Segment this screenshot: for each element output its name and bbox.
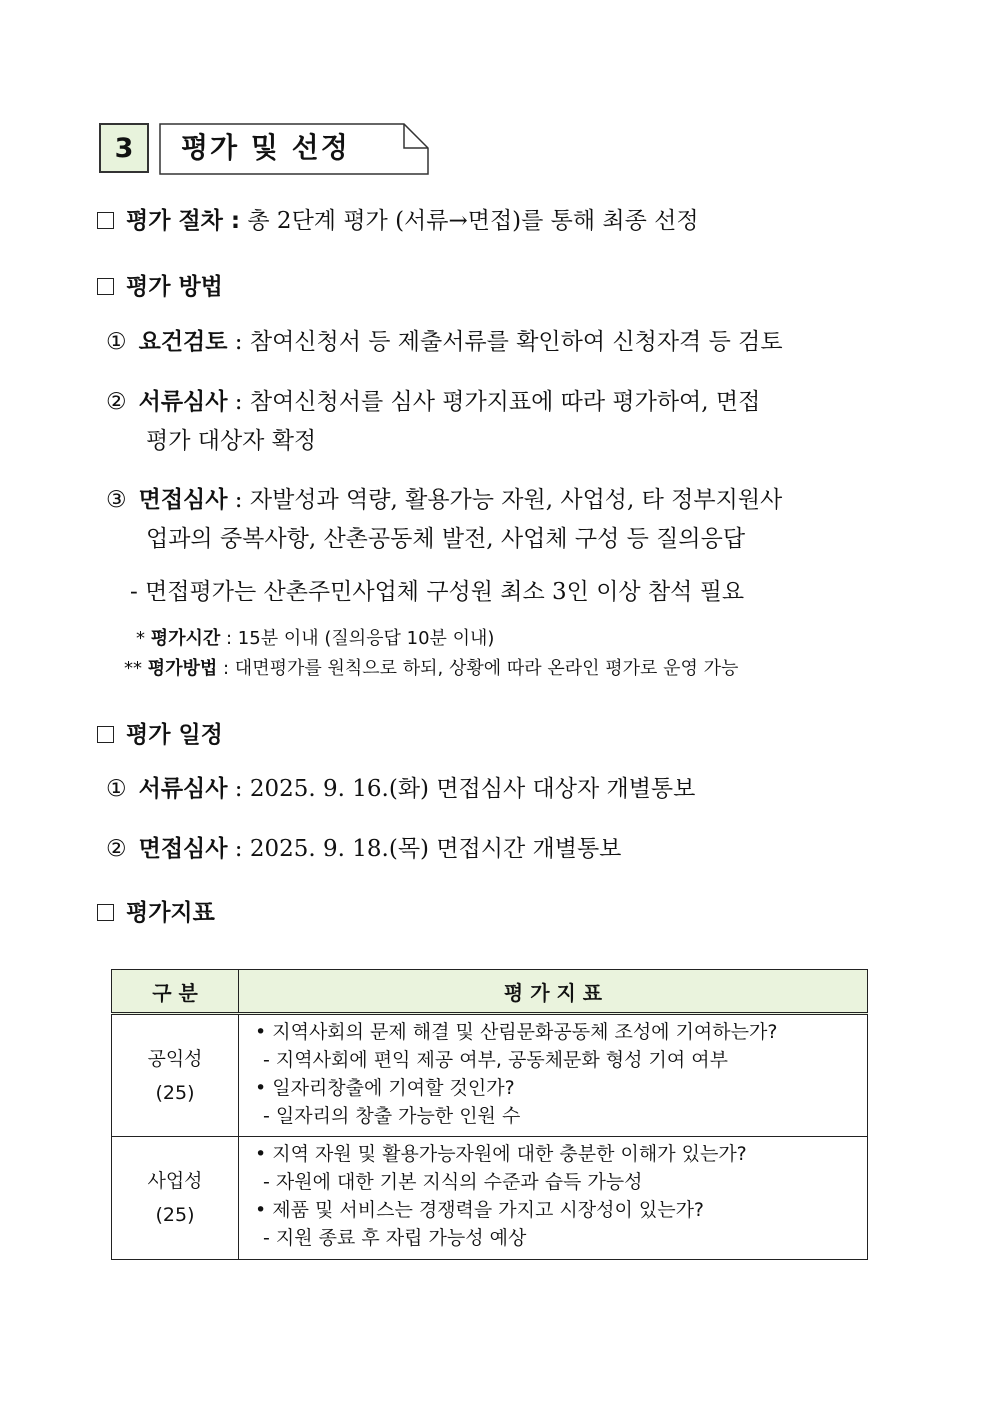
table-header-row	[112, 970, 868, 1014]
schedule-heading-row	[97, 719, 223, 751]
indicators-heading-row	[97, 897, 215, 929]
note-label: 평가시간	[150, 628, 221, 649]
note-prefix: **	[124, 658, 142, 679]
checkbox-icon	[97, 726, 114, 743]
method-item-text: 참여신청서를 심사 평가지표에 따라 평가하여, 면접	[249, 389, 761, 415]
separator: :	[227, 389, 250, 415]
checkbox-icon	[97, 904, 114, 921]
header-category: 구 분	[112, 970, 239, 1014]
circled-number-icon: ①	[106, 776, 127, 802]
separator: :	[227, 329, 250, 355]
header-indicator: 평 가 지 표	[239, 970, 868, 1014]
category-cell	[112, 1014, 239, 1137]
method-item-text: 참여신청서 등 제출서류를 확인하여 신청자격 등 검토	[249, 329, 783, 355]
circled-number-icon: ③	[106, 487, 127, 513]
indicator-question: • 제품 및 서비스는 경쟁력을 가지고 시장성이 있는가?	[255, 1199, 705, 1221]
section-number: 3	[99, 123, 149, 173]
schedule-item-2	[106, 833, 621, 865]
schedule-item-label: 면접심사	[138, 835, 228, 862]
note-prefix: *	[136, 628, 145, 649]
method-item-label: 서류심사	[138, 388, 228, 415]
indicators-heading: 평가지표	[126, 900, 215, 926]
category-cell	[112, 1137, 239, 1260]
category-name: 사업성	[147, 1170, 203, 1192]
procedure-text: 총 2단계 평가 (서류→면접)를 통해 최종 선정	[247, 208, 699, 234]
method-heading: 평가 방법	[126, 274, 223, 300]
method-item-1	[106, 326, 783, 358]
note-text: : 15분 이내 (질의응답 10분 이내)	[220, 628, 495, 649]
method-item-2	[106, 386, 760, 418]
category-score: (25)	[155, 1081, 195, 1104]
separator: :	[227, 487, 250, 513]
category-name: 공익성	[147, 1047, 203, 1070]
indicator-question: • 일자리창출에 기여할 것인가?	[255, 1077, 515, 1099]
note-label: 평가방법	[147, 658, 218, 679]
note-text: : 대면평가를 원칙으로 하되, 상황에 따라 온라인 평가로 운영 가능	[217, 658, 739, 679]
method-item-2-cont: 평가 대상자 확정	[146, 428, 317, 454]
schedule-item-text: : 2025. 9. 18.(목) 면접시간 개별통보	[227, 836, 622, 862]
procedure-row	[97, 205, 699, 237]
schedule-item-text: : 2025. 9. 16.(화) 면접심사 대상자 개별통보	[227, 776, 696, 802]
schedule-heading: 평가 일정	[126, 722, 223, 748]
table-row	[112, 1014, 868, 1137]
circled-number-icon: ①	[106, 329, 127, 355]
circled-number-icon: ②	[106, 389, 127, 415]
interview-attendance-note: - 면접평가는 산촌주민사업체 구성원 최소 3인 이상 참석 필요	[130, 579, 745, 605]
indicator-question: • 지역 자원 및 활용가능자원에 대한 충분한 이해가 있는가?	[255, 1143, 747, 1165]
method-item-text: 자발성과 역량, 활용가능 자원, 사업성, 타 정부지원사	[249, 487, 783, 513]
indicator-detail: - 지원 종료 후 자립 가능성 예상	[263, 1227, 527, 1249]
indicator-cell	[239, 1014, 868, 1137]
indicators-table	[111, 969, 868, 1260]
section-title: 평가 및 선정	[181, 131, 350, 164]
procedure-label: 평가 절차 :	[126, 208, 241, 234]
method-item-label: 면접심사	[138, 486, 228, 513]
indicator-detail: - 일자리의 창출 가능한 인원 수	[263, 1105, 521, 1127]
checkbox-icon	[97, 212, 114, 229]
table-row	[112, 1137, 868, 1260]
indicator-detail: - 지역사회에 편익 제공 여부, 공동체문화 형성 기여 여부	[263, 1049, 729, 1071]
method-item-label: 요건검토	[138, 328, 228, 355]
note-time	[136, 626, 494, 652]
schedule-item-label: 서류심사	[138, 775, 228, 802]
schedule-item-1	[106, 773, 695, 805]
note-method	[124, 656, 738, 682]
circled-number-icon: ②	[106, 836, 127, 862]
indicator-detail: - 자원에 대한 기본 지식의 수준과 습득 가능성	[263, 1171, 643, 1193]
checkbox-icon	[97, 278, 114, 295]
indicator-cell	[239, 1137, 868, 1260]
method-item-3-cont: 업과의 중복사항, 산촌공동체 발전, 사업체 구성 등 질의응답	[146, 526, 746, 552]
method-heading-row	[97, 271, 223, 303]
indicator-question: • 지역사회의 문제 해결 및 산림문화공동체 조성에 기여하는가?	[255, 1021, 778, 1043]
category-score: (25)	[155, 1204, 195, 1226]
method-item-3	[106, 484, 782, 516]
